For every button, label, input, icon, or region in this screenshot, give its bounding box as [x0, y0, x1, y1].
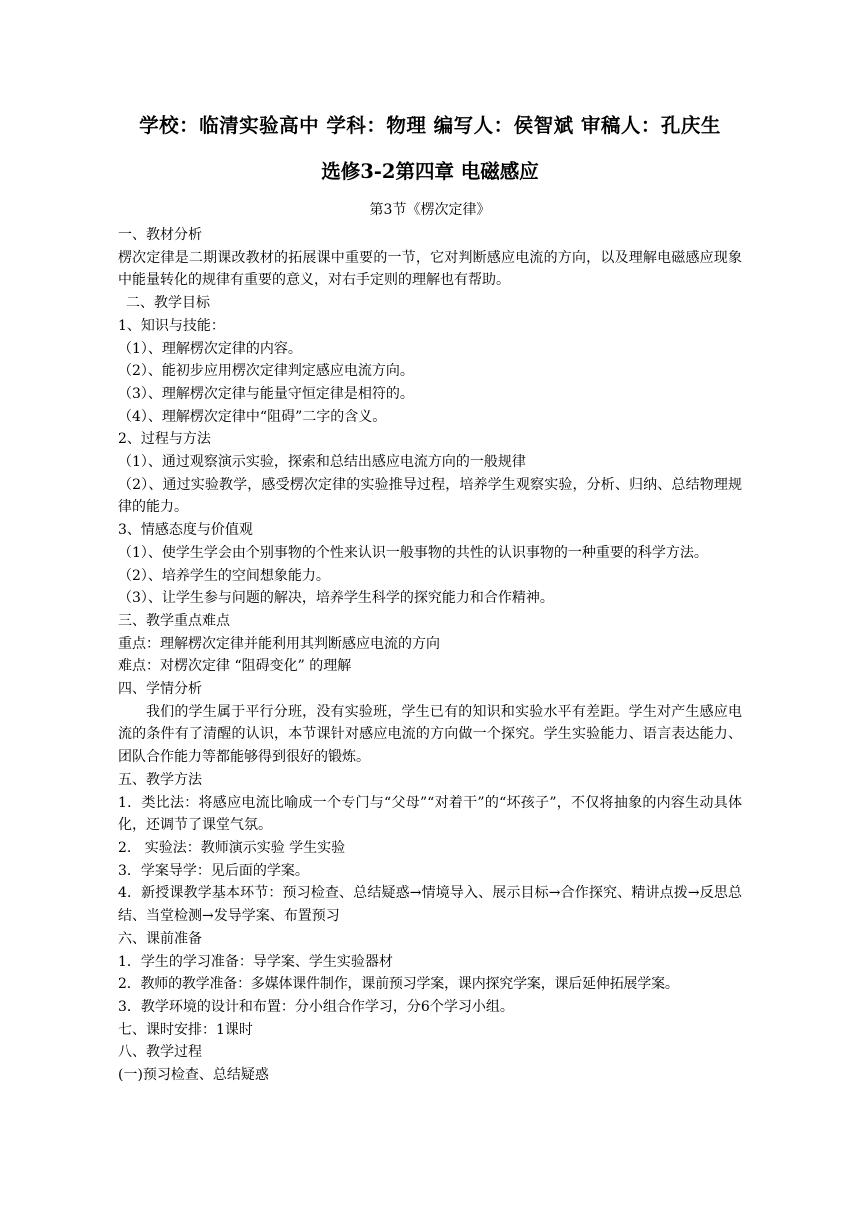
list-item: 1．学生的学习准备：导学案、学生实验器材	[118, 953, 393, 970]
heading-student-analysis: 四、学情分析	[118, 681, 202, 698]
heading-teaching-objectives: 二、教学目标	[126, 295, 210, 312]
heading-knowledge-skills: 1、知识与技能：	[118, 317, 225, 334]
section-title: 第3节《楞次定律》	[369, 202, 491, 218]
heading-teaching-methods: 五、教学方法	[118, 771, 202, 788]
student-analysis-text: 我们的学生属于平行分班，没有实验班，学生已有的知识和实验水平有差距。学生对产生感应电流的条件有了清醒的认识，本节课针对感应电流的方向做一个探究。学生实验能力、语言表达能力、团队合作能力等都能够得到很好的锻炼。	[118, 703, 742, 766]
list-item: （3）、让学生参与问题的解决，培养学生科学的探究能力和合作精神。	[118, 590, 554, 607]
list-item: （3）、理解楞次定律与能量守恒定律是相符的。	[118, 385, 414, 402]
chapter-title: 选修3-2第四章 电磁感应	[321, 160, 539, 183]
textbook-analysis-text: 楞次定律是二期课改教材的拓展课中重要的一节，它对判断感应电流的方向，以及理解电磁感应现象中能量转化的规律有重要的意义，对右手定则的理解也有帮助。	[118, 249, 742, 289]
heading-class-hours: 七、课时安排：1课时	[118, 1021, 253, 1038]
heading-process-methods: 2、过程与方法	[118, 431, 211, 448]
list-item: （1）、使学生学会由个别事物的个性来认识一般事物的共性的认识事物的一种重要的科学方法。	[118, 544, 708, 561]
heading-key-difficult-points: 三、教学重点难点	[118, 612, 230, 629]
difficult-point-text: 难点：对楞次定律 “阻碍变化” 的理解	[118, 658, 352, 675]
list-item: 3．教学环境的设计和布置：分小组合作学习，分6个学习小组。	[118, 998, 514, 1015]
heading-emotion-values: 3、情感态度与价值观	[118, 522, 253, 539]
list-item: （2）、通过实验教学，感受楞次定律的实验推导过程，培养学生观察实验，分析、归纳、总结物理规律的能力。	[118, 476, 742, 516]
document-header-title: 学校：临清实验高中 学科：物理 编写人：侯智斌 审稿人：孔庆生	[139, 114, 721, 137]
subheading-preview-check: (一)预习检查、总结疑惑	[118, 1067, 269, 1084]
list-item: （2）、能初步应用楞次定律判定感应电流方向。	[118, 363, 414, 380]
list-item: 4．新授课教学基本环节：预习检查、总结疑惑→情境导入、展示目标→合作探究、精讲点拨→反思总结、当堂检测→发导学案、布置预习	[118, 885, 742, 925]
list-item: （4）、理解楞次定律中“阻碍”二字的含义。	[118, 408, 387, 425]
list-item: 1．类比法：将感应电流比喻成一个专门与“父母”“对着干”的“坏孩子”，不仅将抽象的内容生动具体化，还调节了课堂气氛。	[118, 794, 742, 834]
heading-teaching-process: 八、教学过程	[118, 1044, 202, 1061]
list-item: 3．学案导学：见后面的学案。	[118, 862, 309, 879]
list-item: （1）、通过观察演示实验，探索和总结出感应电流方向的一般规律	[118, 454, 526, 471]
key-point-text: 重点：理解楞次定律并能利用其判断感应电流的方向	[118, 635, 440, 652]
heading-preparation: 六、课前准备	[118, 930, 202, 947]
list-item: （2）、培养学生的空间想象能力。	[118, 567, 330, 584]
list-item: 2．教师的教学准备：多媒体课件制作，课前预习学案，课内探究学案，课后延伸拓展学案。	[118, 976, 679, 993]
heading-textbook-analysis: 一、教材分析	[118, 227, 202, 243]
list-item: （1）、理解楞次定律的内容。	[118, 340, 302, 357]
list-item: 2. 实验法：教师演示实验 学生实验	[118, 839, 346, 856]
